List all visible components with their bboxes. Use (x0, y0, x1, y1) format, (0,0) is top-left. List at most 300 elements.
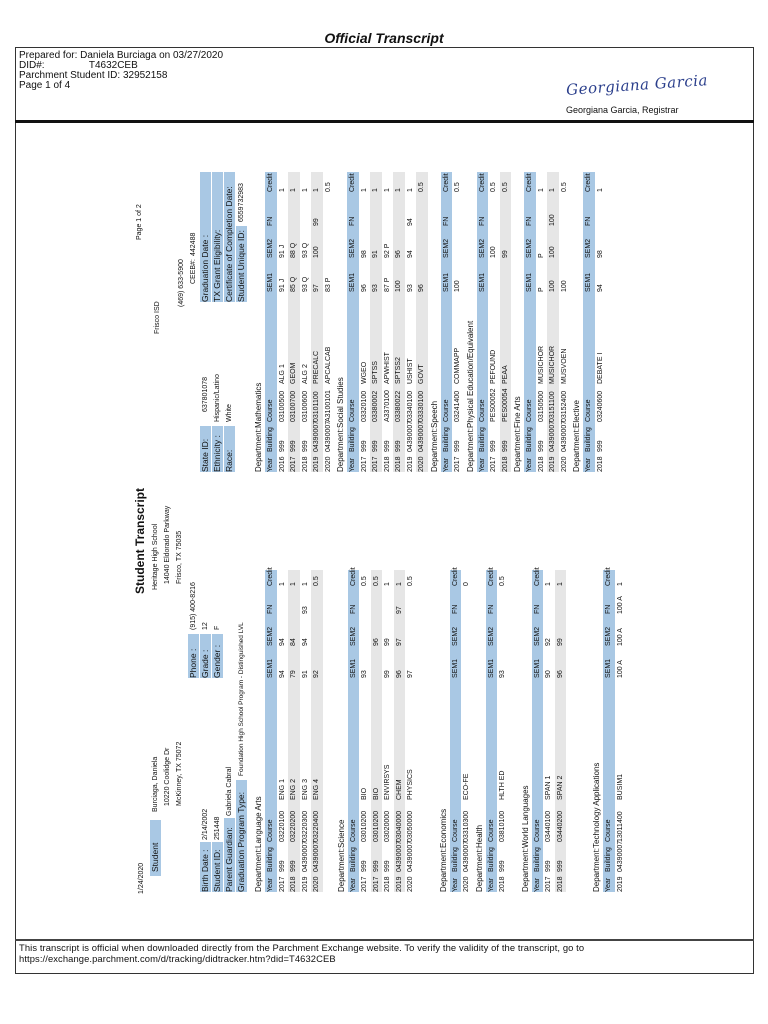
course-row (615, 570, 627, 892)
course-cell: 2017 (490, 456, 497, 472)
column-header: SEM1 (349, 658, 357, 678)
department-name: Speech (429, 400, 439, 428)
course-cell: APCALCAB (324, 346, 332, 384)
course-cell: 0.5 (490, 182, 497, 192)
course-cell: 96 (395, 670, 403, 678)
graduation-program: Foundation High School Program - Distinguished LVL (238, 622, 245, 776)
state-id: 637801078 (202, 376, 209, 412)
column-header: Year (349, 877, 357, 892)
course-cell: 90 (545, 670, 552, 678)
column-header: SEM1 (487, 658, 495, 678)
column-header: Building (533, 847, 541, 872)
course-cell: 1 (301, 582, 309, 586)
column-header: Building (267, 427, 274, 452)
course-cell: SPAN 2 (556, 775, 564, 800)
column-header: SEM1 (442, 272, 450, 292)
column-header: Credit (487, 567, 495, 586)
course-cell: 999 (290, 440, 297, 452)
course-cell: 2018 (556, 876, 564, 892)
course-cell: 2017 (290, 456, 297, 472)
department-heading (437, 570, 450, 892)
parchment-student-id: Parchment Student ID: 32952158 (19, 70, 168, 81)
course-row (371, 570, 383, 892)
course-row (393, 172, 405, 472)
course-cell: 100 A (616, 628, 624, 646)
course-cell: CHEM (395, 779, 403, 800)
course-cell: 2018 (596, 456, 604, 472)
prepared-for: Prepared for: Daniela Burciaga on 03/27/2020 (19, 50, 224, 61)
column-header: Course (451, 819, 459, 842)
course-cell: 03310300 (463, 810, 470, 842)
course-cell: 96 (556, 670, 564, 678)
course-cell: 2019 (616, 876, 624, 892)
table-header (603, 567, 615, 892)
column-header: Building (487, 847, 495, 872)
course-cell: 1 (290, 188, 297, 192)
column-header: Year (267, 457, 274, 472)
column-header: FN (442, 216, 450, 226)
column-header: SEM2 (349, 626, 357, 646)
course-cell: 2018 (501, 456, 509, 472)
course-cell: 96 (395, 250, 402, 258)
column-header: SEM2 (349, 238, 356, 258)
course-cell: PRECALC (313, 350, 320, 384)
column-header: SEM2 (605, 626, 612, 646)
course-cell: 04390007 (406, 420, 414, 452)
column-header: Credit (442, 173, 450, 192)
course-cell: 2017 (278, 876, 286, 892)
course-cell: 100 (549, 246, 556, 258)
course-cell: 04390007 (313, 840, 320, 872)
course-cell: 100 (490, 246, 497, 258)
course-cell: 0.5 (407, 576, 414, 586)
course-cell: 83 P (324, 277, 332, 292)
course-cell: 03220100 (278, 810, 286, 842)
course-cell: 03240600 (596, 390, 604, 422)
course-cell: 96 (372, 638, 380, 646)
course-cell: SPTSS2 (395, 357, 402, 384)
course-cell: GOVT (418, 364, 425, 384)
column-header: Year (349, 457, 356, 472)
department-label: Department: (513, 427, 522, 472)
course-cell: 1 (383, 188, 391, 192)
column-header: Building (349, 427, 356, 452)
course-cell: 0.5 (499, 576, 506, 586)
birth-date: 2/14/2002 (202, 808, 209, 840)
course-cell: PHYSICS (407, 769, 414, 800)
course-row (500, 172, 512, 472)
course-cell: 2017 (454, 456, 461, 472)
certificate-date-label: Certificate of Completion Date: (224, 172, 235, 302)
column-header: Course (585, 399, 592, 422)
column-header: FN (487, 604, 495, 614)
left-departments (252, 567, 626, 892)
header-divider (15, 120, 754, 123)
course-cell: 03010200 (372, 810, 380, 842)
phone-label: Phone : (188, 634, 199, 678)
course-cell: 04390007 (313, 420, 320, 452)
course-cell: 0.5 (560, 182, 568, 192)
course-cell: 99 (313, 218, 320, 226)
department-heading (252, 570, 265, 892)
student-id-label: Student ID: (212, 842, 223, 892)
course-cell: SPAN 1 (545, 775, 552, 800)
course-row (288, 570, 300, 892)
ceeb-number: 442488 (190, 232, 197, 256)
column-header: SEM1 (605, 658, 612, 678)
column-header: SEM1 (451, 658, 459, 678)
course-row (461, 570, 473, 892)
course-cell: 92 (313, 670, 320, 678)
department-name: Language Arts (254, 796, 263, 848)
course-row (452, 172, 464, 472)
course-cell: 03150500 (537, 390, 545, 422)
course-cell: 03151100 (549, 391, 556, 422)
course-cell: 1 (372, 188, 379, 192)
department-name: Mathematics (254, 382, 263, 428)
department-label: Department: (438, 847, 448, 892)
column-header: SEM2 (267, 238, 274, 258)
column-header: Credit (526, 173, 533, 192)
course-cell: 1 (616, 582, 624, 586)
course-cell: 03220300 (301, 810, 309, 842)
course-row (416, 172, 428, 472)
column-header: FN (478, 216, 486, 226)
course-cell: 91 (301, 670, 309, 678)
course-cell: 1 (596, 188, 604, 192)
course-cell: 13011400 (616, 811, 624, 842)
course-row (288, 172, 300, 472)
course-cell: 04390007 (463, 840, 470, 872)
column-header: SEM1 (585, 272, 592, 292)
course-cell: 2017 (360, 456, 368, 472)
course-cell: PES00052 (490, 388, 497, 422)
table-header (486, 567, 498, 892)
column-header: Course (349, 819, 357, 842)
course-cell: 04390007 (324, 420, 332, 452)
course-row (370, 172, 382, 472)
course-cell: 1 (313, 188, 320, 192)
column-header: SEM2 (442, 238, 450, 258)
course-row (394, 570, 406, 892)
ethnicity: Hispanic/Latino (214, 374, 221, 422)
course-row (543, 570, 555, 892)
student-id: 251448 (214, 816, 221, 840)
table-header (477, 172, 489, 472)
course-cell: 03100700 (290, 390, 297, 422)
course-cell: 1 (290, 582, 297, 586)
course-row (359, 570, 371, 892)
course-cell: 1 (360, 188, 368, 192)
course-cell: ALG 2 (301, 364, 309, 384)
course-cell: PEAA (501, 365, 509, 384)
transcript-page-number: Page 1 of 2 (136, 204, 143, 240)
course-cell: 2019 (549, 456, 556, 472)
column-header: Credit (605, 567, 612, 586)
course-cell: APWHIST (383, 352, 391, 384)
department-heading (335, 570, 348, 892)
column-header: SEM1 (533, 658, 541, 678)
course-cell: 2019 (406, 456, 414, 472)
course-cell: ENVIRSYS (384, 764, 391, 800)
course-cell: 03220200 (290, 810, 297, 842)
course-cell: P (537, 253, 545, 258)
department-label: Department: (254, 847, 263, 892)
department-heading (519, 570, 532, 892)
course-cell: 94 (301, 638, 309, 646)
course-cell: 2018 (537, 456, 545, 472)
column-header: Credit (349, 173, 356, 192)
course-cell: 03320100 (360, 390, 368, 422)
table-header (265, 567, 277, 892)
course-row (300, 172, 312, 472)
course-cell: 85 Q (290, 276, 297, 292)
course-cell: 2017 (545, 876, 552, 892)
course-row (277, 570, 289, 892)
department-heading (428, 172, 441, 472)
column-header: Course (267, 399, 274, 422)
course-cell: DEBATE I (596, 352, 604, 384)
state-id-label: State ID: (200, 426, 211, 472)
course-cell: 2017 (372, 876, 380, 892)
course-cell: 0.5 (324, 182, 332, 192)
course-row (547, 172, 559, 472)
birth-date-label: Birth Date : (200, 842, 211, 892)
column-header: Year (533, 877, 541, 892)
race-label: Race: (224, 426, 235, 472)
course-cell: 1 (301, 188, 309, 192)
course-cell: 97 (395, 606, 403, 614)
right-departments (252, 172, 606, 472)
course-cell: 94 (278, 638, 286, 646)
course-cell: 92 P (383, 243, 391, 258)
parent-guardian: Gabriela Cabral (226, 766, 233, 816)
course-row (559, 172, 571, 472)
school-street: 14040 Eldorado Parkway (164, 505, 171, 584)
transcript-page (130, 170, 624, 912)
course-cell: 03440200 (556, 810, 564, 842)
registrar-signature: Georgiana Garcia (565, 71, 709, 99)
course-cell: 1 (395, 188, 402, 192)
school-city: Frisco, TX 75035 (176, 530, 183, 584)
course-cell: 03330100 (418, 390, 425, 422)
course-cell: 93 Q (301, 242, 309, 258)
course-row (382, 570, 394, 892)
course-cell: 100 (549, 280, 556, 292)
course-cell: 999 (301, 440, 309, 452)
grade: 12 (202, 622, 209, 630)
course-cell: 2018 (395, 456, 402, 472)
column-header: SEM2 (267, 626, 274, 646)
column-header: FN (585, 216, 592, 226)
page-number: Page 1 of 4 (19, 80, 71, 91)
registrar-name: Georgiana Garcia, Registrar (566, 105, 679, 115)
student-city: McKinney, TX 75072 (176, 741, 183, 806)
ethnicity-label: Ethnicity : (212, 426, 223, 472)
column-header: SEM2 (533, 626, 541, 646)
course-cell: 100 A (616, 596, 624, 614)
department-name: Health (474, 824, 484, 848)
tx-grant-label: TX Grant Eligibility: (212, 172, 223, 302)
table-header (348, 567, 360, 892)
course-cell: ENG 3 (301, 778, 309, 800)
course-cell: 04390007 (407, 840, 414, 872)
course-cell: 1 (406, 188, 414, 192)
department-label: Department: (429, 427, 439, 472)
course-cell: 1 (556, 582, 564, 586)
footer-divider (15, 939, 754, 941)
column-header: Building (526, 427, 533, 452)
course-cell: 1 (384, 582, 391, 586)
course-cell: BIO (372, 787, 380, 800)
course-cell: 2018 (301, 456, 309, 472)
course-cell: 2020 (313, 876, 320, 892)
course-cell: 999 (556, 860, 564, 872)
course-row (555, 570, 567, 892)
department-name: World Languages (520, 785, 530, 848)
course-cell: 98 (360, 250, 368, 258)
course-cell: 94 (406, 250, 414, 258)
parent-guardian-label: Parent Guardian: (224, 818, 235, 892)
footer-note (19, 942, 754, 964)
ceeb-label: CEEB#: (190, 259, 197, 284)
course-cell: 1 (549, 188, 556, 192)
course-cell: COMMAPP (454, 347, 461, 384)
column-header: Course (526, 399, 533, 422)
column-header: Credit (267, 173, 274, 192)
course-cell: 999 (499, 860, 506, 872)
course-cell: 2018 (290, 876, 297, 892)
course-cell: 94 (278, 670, 286, 678)
course-cell: GEOM (290, 362, 297, 384)
course-cell: 03380022 (395, 390, 402, 422)
course-cell: MUSVOEN (560, 348, 568, 384)
column-header: Building (451, 847, 459, 872)
column-header: SEM2 (585, 238, 592, 258)
course-cell: 94 (406, 218, 414, 226)
course-cell: 2020 (418, 456, 425, 472)
column-header: Building (442, 427, 450, 452)
department-name: Fine Arts (513, 396, 522, 428)
course-cell: ALG 1 (278, 364, 286, 384)
column-header: Credit (533, 567, 541, 586)
column-header: Year (451, 877, 459, 892)
course-cell: 999 (372, 860, 380, 872)
column-header: FN (526, 216, 533, 226)
department-name: Elective (572, 399, 581, 428)
department-label: Department: (254, 427, 263, 472)
column-header: FN (451, 604, 459, 614)
course-cell: 88 Q (290, 242, 297, 258)
course-cell: 91 (372, 250, 379, 258)
column-header: FN (349, 604, 357, 614)
course-row (405, 570, 417, 892)
column-header: SEM2 (526, 238, 533, 258)
column-header: Course (605, 819, 612, 842)
course-cell: 99 (384, 670, 391, 678)
course-cell: 99 (384, 638, 391, 646)
column-header: FN (349, 216, 356, 226)
course-cell: A3370100 (383, 390, 391, 422)
school-name: Heritage High School (152, 523, 159, 590)
department-label: Department: (336, 427, 345, 472)
course-cell: 0 (463, 582, 470, 586)
course-cell: 04390007 (560, 420, 568, 452)
course-cell: 999 (490, 440, 497, 452)
course-cell: 2017 (361, 876, 368, 892)
course-cell: 03810100 (499, 810, 506, 842)
column-header: Building (585, 427, 592, 452)
table-header (524, 172, 536, 472)
course-cell: 93 (372, 284, 379, 292)
course-cell: 999 (395, 440, 402, 452)
course-row (488, 172, 500, 472)
race: White (226, 404, 233, 422)
column-header: SEM1 (267, 658, 274, 678)
course-cell: 94 (596, 284, 604, 292)
course-cell: 03340100 (406, 390, 414, 422)
course-cell: 84 (290, 638, 297, 646)
table-header (583, 172, 595, 472)
course-cell: MUSICHOR (549, 345, 556, 384)
column-header: Course (349, 399, 356, 422)
graduation-date-label: Graduation Date : (200, 172, 211, 302)
column-header: Year (267, 877, 274, 892)
course-cell: 100 (454, 280, 461, 292)
course-row (277, 172, 289, 472)
course-cell: 2020 (560, 456, 568, 472)
department-heading (590, 570, 603, 892)
course-cell: 03100600 (301, 390, 309, 422)
column-header: Course (442, 399, 450, 422)
course-cell: 99 (501, 250, 509, 258)
course-cell: 2019 (301, 876, 309, 892)
course-cell: 2018 (384, 876, 391, 892)
course-cell: 04390007 (301, 840, 309, 872)
column-header: Course (267, 819, 274, 842)
course-cell: 999 (372, 440, 379, 452)
course-cell: 97 (313, 284, 320, 292)
course-cell: 999 (361, 860, 368, 872)
department-heading (464, 172, 477, 472)
course-cell: 999 (278, 440, 286, 452)
course-cell: 2020 (407, 876, 414, 892)
course-cell: 98 (596, 250, 604, 258)
course-cell: 1 (278, 582, 286, 586)
course-row (382, 172, 394, 472)
footer-verification-link[interactable]: https://exchange.parchment.com/d/tracking/didtracker.htm?did=T4632CEB (19, 953, 336, 964)
course-row (497, 570, 509, 892)
column-header: Year (487, 877, 495, 892)
course-cell: 03020000 (384, 810, 391, 842)
transcript-date: 1/24/2020 (138, 862, 145, 894)
column-header: Credit (478, 173, 486, 192)
course-cell: MUSICHOR (537, 345, 545, 384)
course-cell: 100 (560, 280, 568, 292)
course-cell: 03050000 (407, 810, 414, 842)
column-header: Year (478, 457, 486, 472)
column-header: Course (487, 819, 495, 842)
course-cell: 99 (556, 638, 564, 646)
gender-label: Gender : (212, 634, 223, 678)
course-cell: 999 (384, 860, 391, 872)
column-header: Credit (585, 173, 592, 192)
department-heading (252, 172, 265, 472)
transcript-title: Student Transcript (133, 487, 147, 594)
course-cell: BIO (361, 787, 368, 800)
course-cell: 999 (501, 440, 509, 452)
course-cell: 97 (407, 670, 414, 678)
